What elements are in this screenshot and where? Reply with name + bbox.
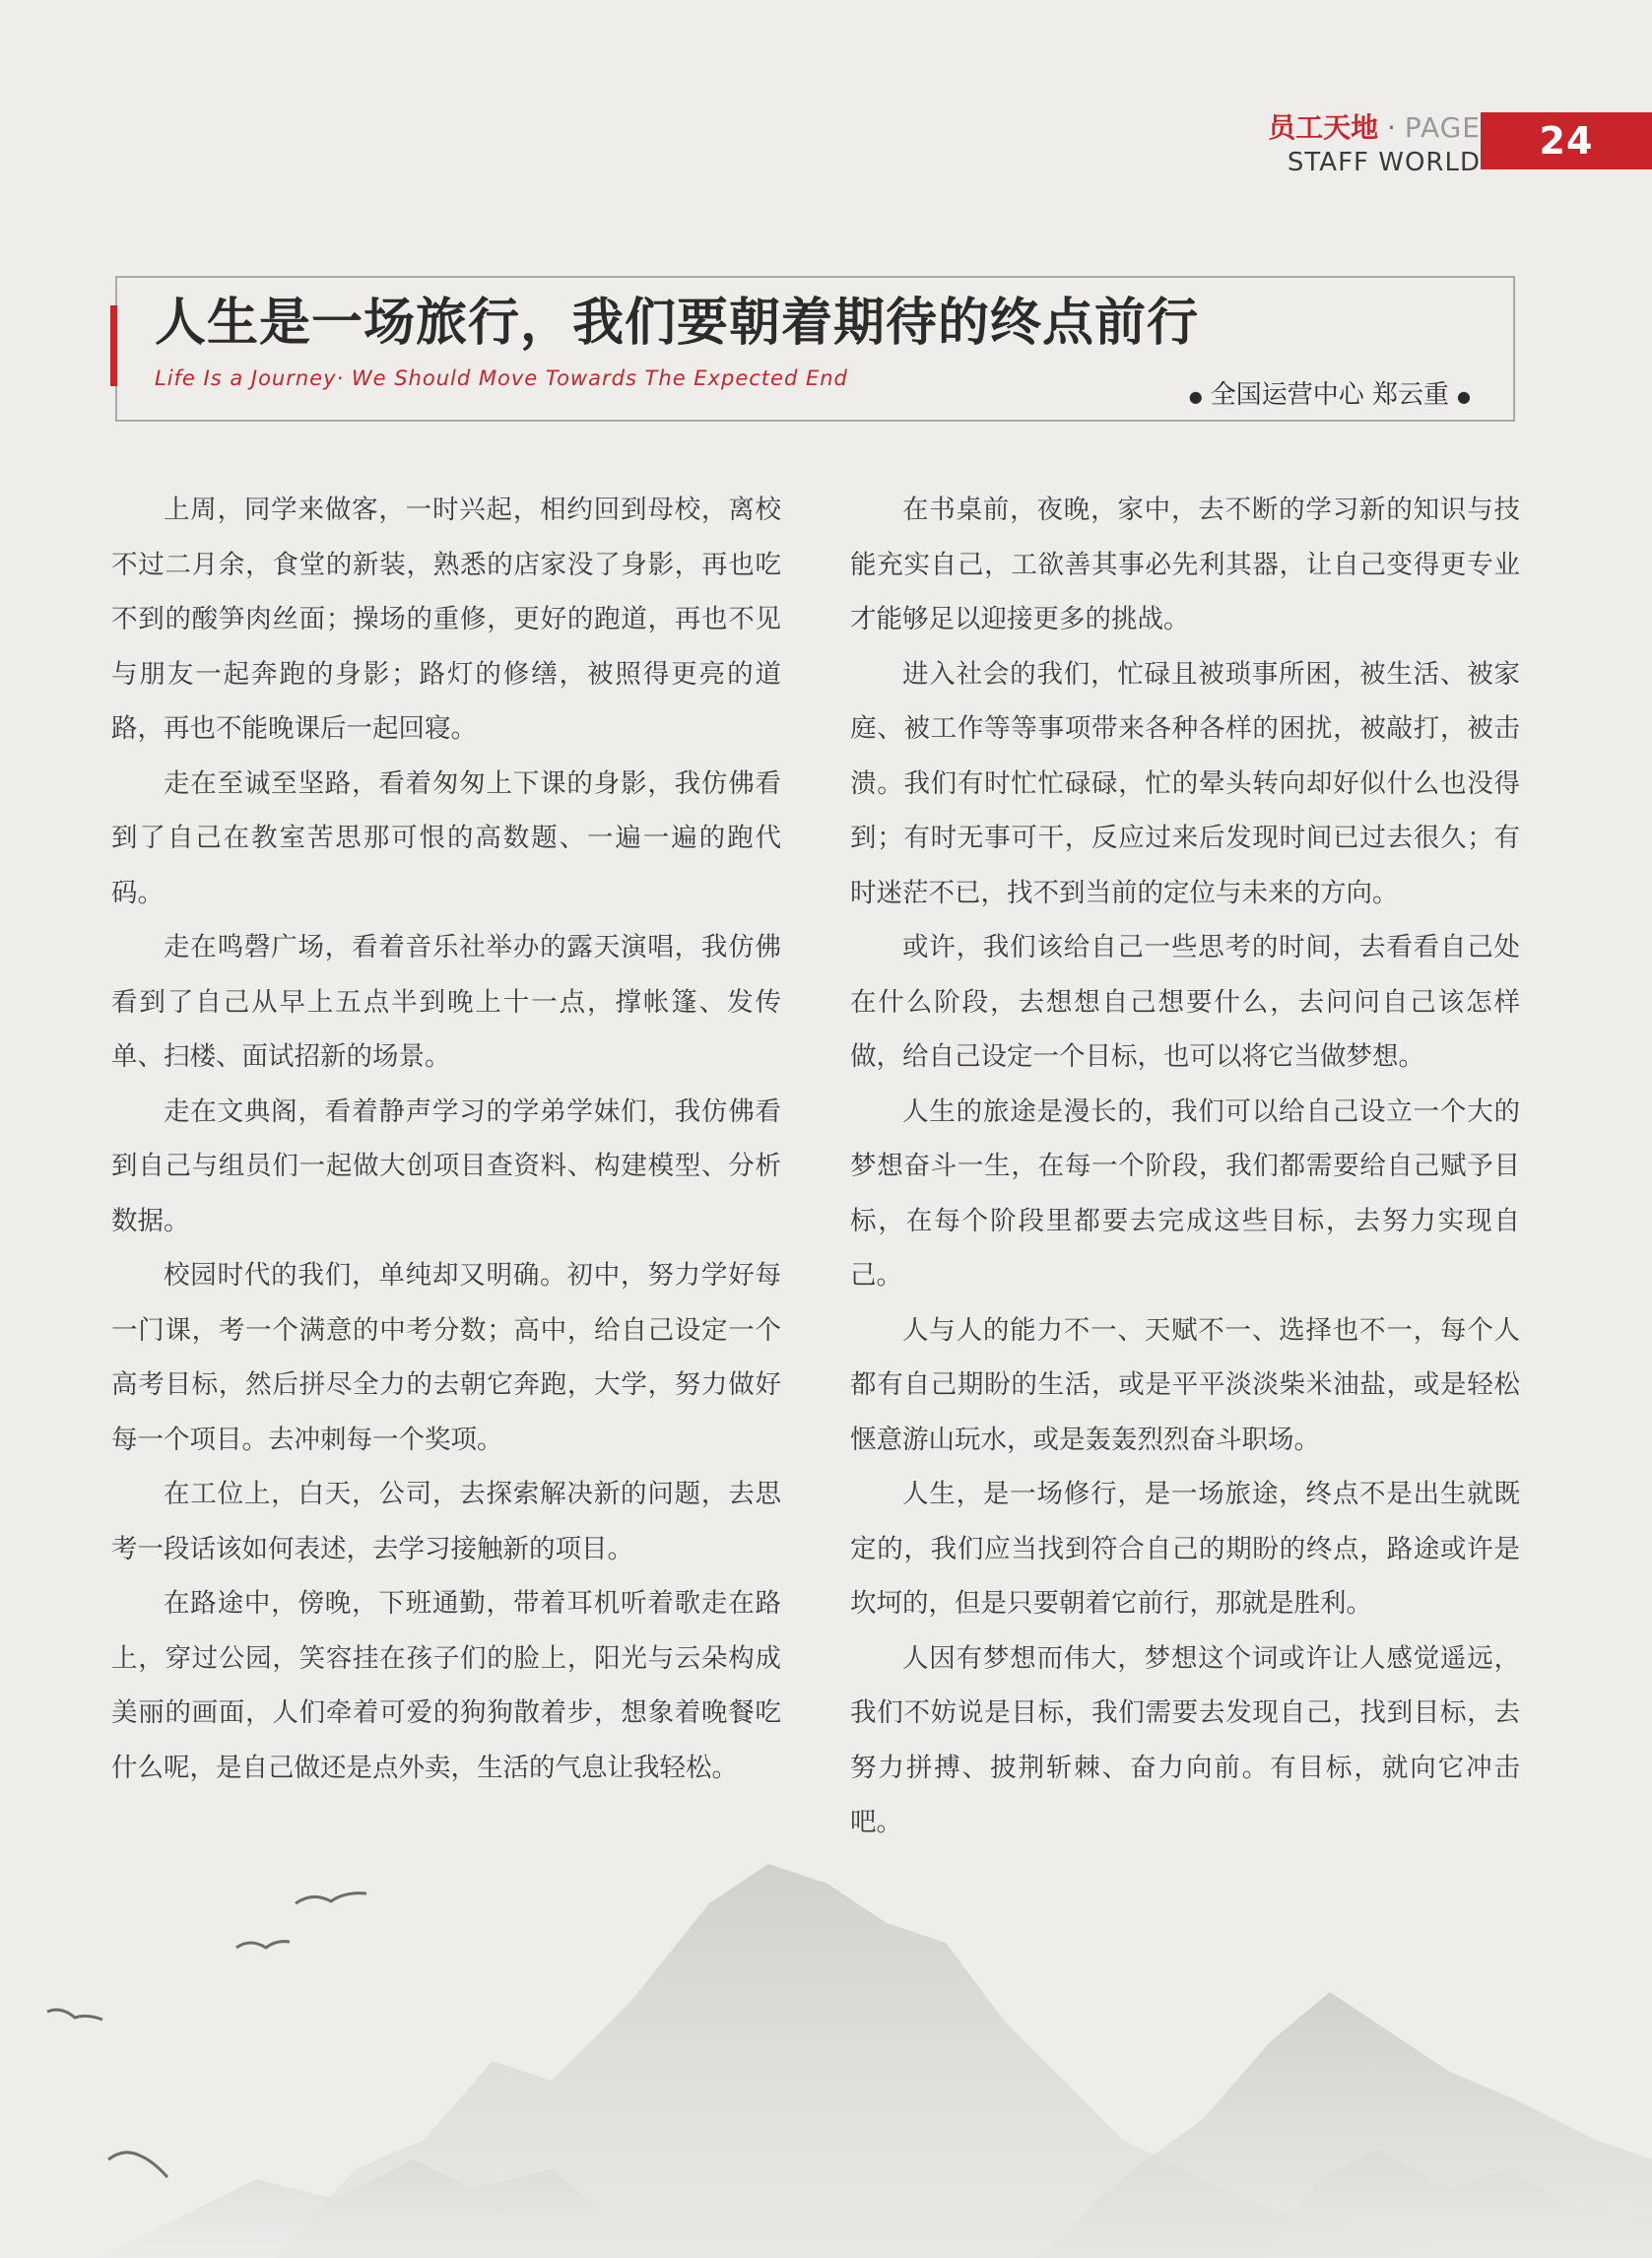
section-title-en: STAFF WORLD: [1287, 148, 1481, 177]
title-accent-bar: [110, 305, 117, 386]
paragraph: 进入社会的我们，忙碌且被琐事所困，被生活、被家庭、被工作等等事项带来各种各样的困扰，被敲打，被击溃。我们有时忙忙碌碌，忙的晕头转向却好似什么也没得到；有时无事可干，反应过来后发现时间已过去很久；有时迷茫不已，找不到当前的定位与未来的方向。: [850, 658, 1520, 908]
article-column-right: [850, 483, 1520, 1850]
separator-dot: ·: [1387, 111, 1396, 144]
bullet-icon: ●: [1188, 386, 1203, 406]
section-title-cn: 员工天地: [1268, 111, 1379, 144]
article-column-left: [111, 483, 781, 1795]
paragraph: 走在鸣磬广场，看着音乐社举办的露天演唱，我仿佛看到了自己从早上五点半到晚上十一点，撑帐篷、发传单、扫楼、面试招新的场景。: [111, 932, 781, 1072]
page-label: PAGE: [1404, 111, 1481, 144]
paragraph: 走在至诚至坚路，看着匆匆上下课的身影，我仿佛看到了自己在教室苦思那可恨的高数题、一遍一遍的跑代码。: [111, 767, 781, 908]
paragraph: 上周，同学来做客，一时兴起，相约回到母校，离校不过二月余，食堂的新装，熟悉的店家没了身影，再也吃不到的酸笋肉丝面；操场的重修，更好的跑道，再也不见与朋友一起奔跑的身影；路灯的修缮，被照得更亮的道路，再也不能晚课后一起回寝。: [111, 495, 781, 744]
paragraph: 走在文典阁，看着静声学习的学弟学妹们，我仿佛看到自己与组员们一起做大创项目查资料、构建模型、分析数据。: [111, 1096, 781, 1236]
paragraph: 在书桌前，夜晚，家中，去不断的学习新的知识与技能充实自己，工欲善其事必先利其器，让自己变得更专业才能够足以迎接更多的挑战。: [850, 495, 1520, 634]
paragraph: 在工位上，白天，公司，去探索解决新的问题，去思考一段话该如何表述，去学习接触新的项目。: [111, 1479, 781, 1564]
ink-mountain-illustration: [0, 1844, 1652, 2258]
paragraph: 人生的旅途是漫长的，我们可以给自己设立一个大的梦想奋斗一生，在每一个阶段，我们都需要给自己赋予目标，在每个阶段里都要去完成这些目标，去努力实现自己。: [850, 1096, 1520, 1291]
paragraph: 人因有梦想而伟大，梦想这个词或许让人感觉遥远，我们不妨说是目标，我们需要去发现自己，找到目标，去努力拼搏、披荆斩棘、奋力向前。有目标，就向它冲击吧。: [850, 1642, 1520, 1837]
article-author: [1181, 374, 1479, 411]
paragraph: 在路途中，傍晚，下班通勤，带着耳机听着歌走在路上，穿过公园，笑容挂在孩子们的脸上，阳光与云朵构成美丽的画面，人们牵着可爱的狗狗散着步，想象着晚餐吃什么呢，是自己做还是点外卖，生活的气息让我轻松。: [111, 1588, 781, 1783]
page-number-badge: 24: [1481, 112, 1652, 169]
article-subtitle: Life Is a Journey· We Should Move Towards The Expected End: [155, 366, 848, 390]
article-title: 人生是一场旅行，我们要朝着期待的终点前行: [155, 293, 1200, 353]
paragraph: 或许，我们该给自己一些思考的时间，去看看自己处在什么阶段，去想想自己想要什么，去问问自己该怎样做，给自己设定一个目标，也可以将它当做梦想。: [850, 932, 1520, 1072]
bullet-icon: ●: [1457, 386, 1471, 406]
paragraph: 校园时代的我们，单纯却又明确。初中，努力学好每一门课，考一个满意的中考分数；高中，给自己设定一个高考目标，然后拼尽全力的去朝它奔跑，大学，努力做好每一个项目。去冲刺每一个奖项。: [111, 1260, 781, 1455]
author-name: 全国运营中心 郑云重: [1210, 380, 1450, 410]
paragraph: 人生，是一场修行，是一场旅途，终点不是出生就既定的，我们应当找到符合自己的期盼的终点，路途或许是坎坷的，但是只要朝着它前行，那就是胜利。: [850, 1479, 1520, 1619]
section-header: [1268, 110, 1481, 179]
paragraph: 人与人的能力不一、天赋不一、选择也不一，每个人都有自己期盼的生活，或是平平淡淡柴米油盐，或是轻松惬意游山玩水，或是轰轰烈烈奋斗职场。: [850, 1314, 1520, 1455]
